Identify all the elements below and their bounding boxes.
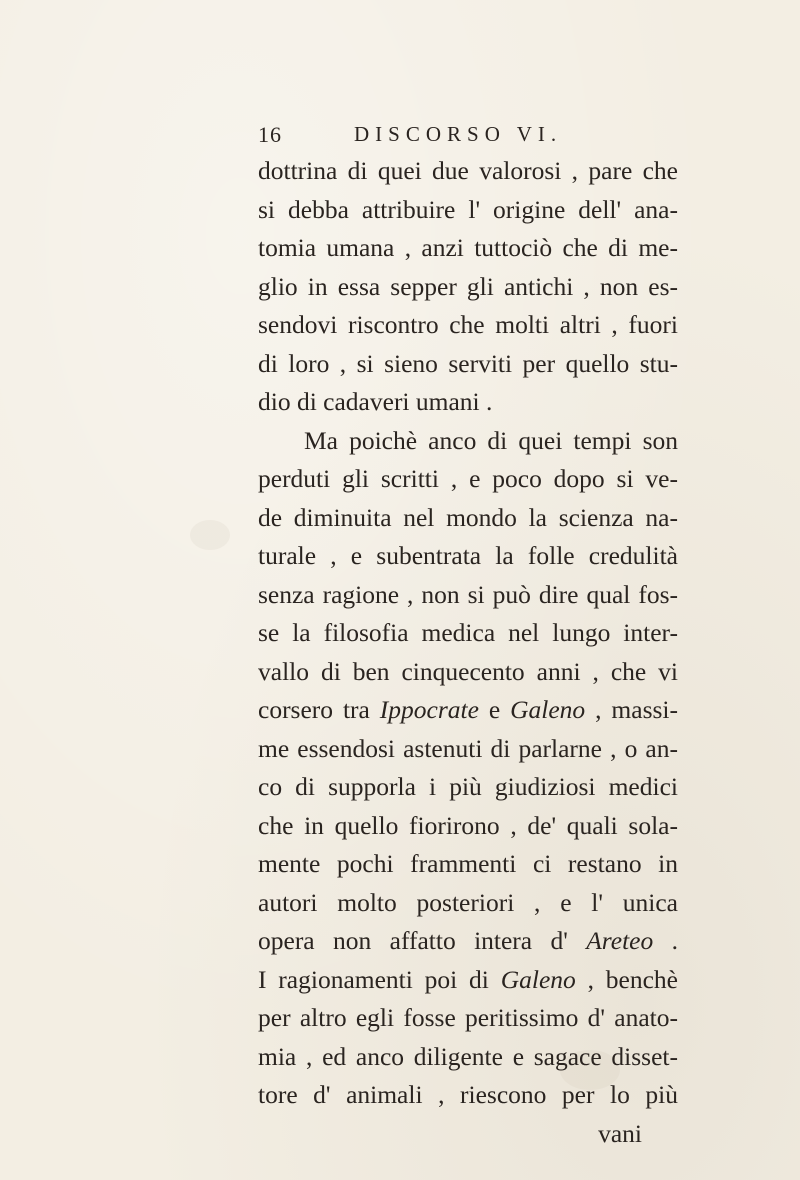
text-line: vallo di ben cinquecento anni , che vi — [258, 656, 678, 686]
text-line: corsero tra Ippocrate e Galeno , massi- — [258, 695, 678, 724]
text-line: se la filosofia medica nel lungo inter- — [258, 618, 678, 647]
text-line: di loro , si sieno serviti per quello stu- — [258, 348, 678, 378]
page-number: 16 — [258, 122, 282, 147]
text-line: de diminuita nel mondo la scienza na- — [258, 502, 678, 532]
text-line: si debba attribuire l' origine dell' ana- — [258, 194, 678, 224]
name-ippocrate: Ippocrate — [379, 695, 479, 724]
text-line: che in quello fiorirono , de' quali sola- — [258, 810, 678, 840]
text-line: co di supporla i più giudiziosi medici — [258, 772, 678, 801]
paper-stain — [190, 520, 230, 550]
text-line-paragraph-start: Ma poichè anco di quei tempi son — [304, 425, 678, 455]
text-line: tomia umana , anzi tuttociò che di me- — [258, 233, 678, 262]
catchword: vani — [598, 1118, 642, 1148]
text-line: mente pochi frammenti ci restano in — [258, 849, 678, 878]
text-line: turale , e subentrata la folle credulità — [258, 541, 678, 570]
text-line: senza ragione , non si può dire qual fos- — [258, 579, 678, 609]
text-line: perduti gli scritti , e poco dopo si ve- — [258, 464, 678, 493]
text-line: dio di cadaveri umani . — [258, 387, 493, 416]
text-line-paragraph-start: I ragionamenti poi di Galeno , benchè — [258, 964, 678, 994]
text-line: sendovi riscontro che molti altri , fuori — [258, 310, 678, 339]
text-line: opera non affatto intera d' Areteo . — [258, 926, 678, 955]
name-galeno: Galeno — [500, 964, 576, 994]
name-galeno: Galeno — [510, 695, 586, 724]
text-line: per altro egli fosse peritissimo d' anato- — [258, 1003, 678, 1032]
text-line: dottrina di quei due valorosi , pare che — [258, 156, 678, 185]
text-line: tore d' animali , riescono per lo più — [258, 1080, 678, 1109]
page-header — [258, 122, 678, 156]
text-line: me essendosi astenuti di parlarne , o an- — [258, 733, 678, 763]
text-line: glio in essa sepper gli antichi , non es- — [258, 271, 678, 301]
body-text — [258, 152, 678, 1153]
running-title: DISCORSO VI. — [354, 122, 563, 146]
text-line: mia , ed anco diligente e sagace disset- — [258, 1041, 678, 1071]
text-line: autori molto posteriori , e l' unica — [258, 887, 678, 917]
name-areteo: Areteo — [586, 926, 654, 955]
